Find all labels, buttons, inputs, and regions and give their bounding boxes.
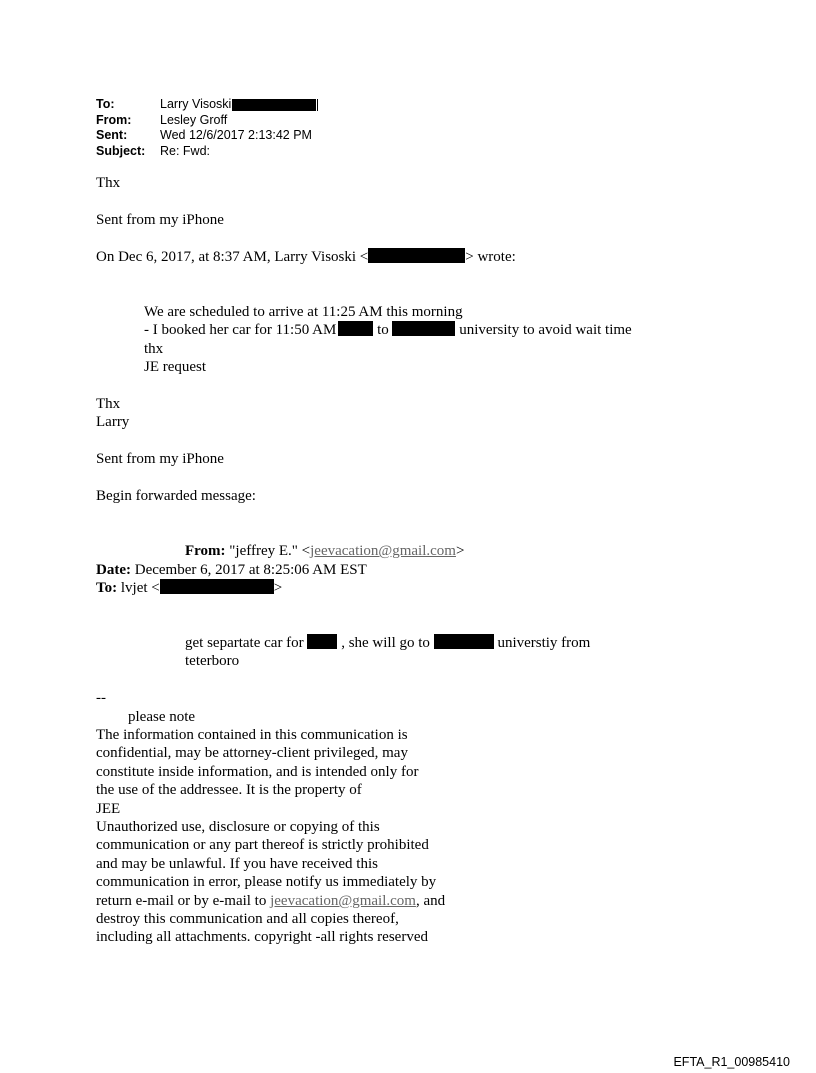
disclaimer-line: communication or any part thereof is strictly prohibited (96, 837, 429, 853)
redaction-box (392, 321, 455, 336)
email-header (96, 97, 318, 159)
reply-text: Thx (96, 175, 121, 191)
sent-from-iphone: Sent from my iPhone (96, 212, 224, 228)
sent-from-iphone: Sent from my iPhone (96, 451, 224, 467)
disclaimer-line: communication in error, please notify us immediately by (96, 874, 437, 890)
quoted-line-2: - I booked her car for 11:50 AM to university to avoid wait time (144, 322, 632, 338)
signoff-thx: Thx (96, 396, 121, 412)
from-row (96, 113, 318, 129)
fwd-to-label: To: (96, 580, 118, 596)
disclaimer-line: including all attachments. copyright -all rights reserved (96, 929, 428, 945)
subject-row (96, 144, 318, 160)
redaction-box (368, 248, 465, 263)
to-value: Larry Visoski (160, 97, 232, 111)
to-label: To: (96, 97, 115, 111)
disclaimer-line: JEE (96, 801, 121, 817)
redaction-box (434, 634, 494, 649)
from-label: From: (96, 112, 132, 127)
quoted-line-4: JE request (144, 359, 207, 375)
quoted-line-3: thx (144, 341, 164, 357)
subject-value: Re: Fwd: (160, 143, 211, 158)
disclaimer-note: please note (128, 709, 196, 725)
quote-intro: On Dec 6, 2017, at 8:37 AM, Larry Visoski < > wrote: (96, 249, 516, 265)
fwd-from-row: From: "jeffrey E." <jeevacation@gmail.com> (185, 543, 465, 559)
disclaimer-line: The information contained in this communication is (96, 727, 408, 743)
fwd-to-row: To: lvjet < > (96, 580, 283, 596)
redaction-box (338, 321, 373, 336)
disclaimer-line: confidential, may be attorney-client privileged, may (96, 745, 408, 761)
signoff-name: Larry (96, 414, 130, 430)
disclaimer-line: return e-mail or by e-mail to jeevacation@gmail.com, and (96, 893, 446, 909)
disclaimer-line: and may be unlawful. If you have received this (96, 856, 378, 872)
disclaimer-line: the use of the addressee. It is the property of (96, 782, 362, 798)
fwd-date-row: Date: December 6, 2017 at 8:25:06 AM EST (96, 562, 367, 578)
redaction-box (232, 99, 316, 111)
from-value: Lesley Groff (160, 112, 228, 127)
disclaimer-line: Unauthorized use, disclosure or copying of this (96, 819, 380, 835)
forwarded-intro: Begin forwarded message: (96, 488, 256, 504)
redaction-edge (317, 99, 318, 111)
document-id: EFTA_R1_00985410 (673, 1055, 790, 1069)
fwd-body-line-1: get separtate car for , she will go to universtiy from (185, 635, 591, 651)
sent-label: Sent: (96, 128, 128, 142)
fwd-from-label: From: (185, 543, 226, 559)
sent-value: Wed 12/6/2017 2:13:42 PM (160, 128, 312, 142)
redaction-box (160, 579, 274, 594)
quoted-line-1: We are scheduled to arrive at 11:25 AM this morning (144, 304, 463, 320)
redaction-box (307, 634, 337, 649)
fwd-date-label: Date: (96, 562, 131, 578)
fwd-body-line-2: teterboro (185, 653, 240, 669)
sent-row (96, 128, 318, 144)
email-link[interactable]: jeevacation@gmail.com (270, 893, 416, 909)
email-link[interactable]: jeevacation@gmail.com (310, 543, 456, 559)
disclaimer-line: constitute inside information, and is intended only for (96, 764, 419, 780)
signature-separator: -- (96, 690, 106, 706)
subject-label: Subject: (96, 143, 146, 158)
to-row (96, 97, 318, 113)
disclaimer-line: destroy this communication and all copies thereof, (96, 911, 399, 927)
